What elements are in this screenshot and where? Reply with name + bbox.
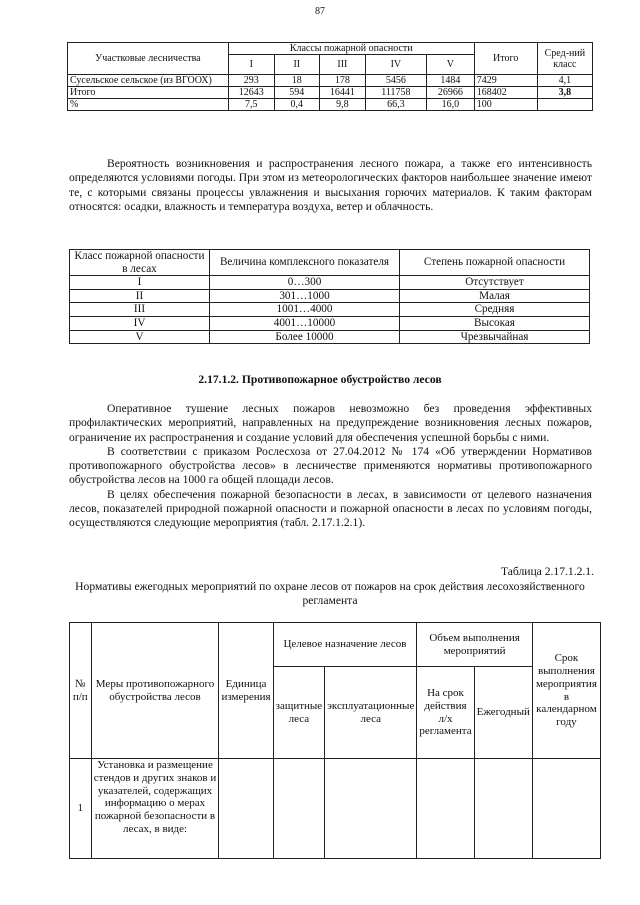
- table-number: Таблица 2.17.1.2.1.: [500, 565, 594, 578]
- cell-total: 7429: [474, 75, 537, 87]
- cell-degree: Отсутствует: [400, 276, 590, 290]
- cell-avg: 3,8: [537, 87, 592, 99]
- row-number: 1: [70, 759, 92, 859]
- col-header: Степень пожарной опасности: [400, 250, 590, 276]
- col-total-header: Итого: [474, 43, 537, 75]
- paragraph-text: В соответствии с приказом Рослесхоза от 27.04.2012 № 174 «Об утверждении Нормативов противопожарного обустройства лесов» в лесничестве применяются нормативы противопожарного обустройства лесов на 1000 га общей площади лесов.: [69, 444, 592, 487]
- cell-class: IV: [70, 316, 210, 330]
- cell-value: 26966: [426, 87, 474, 99]
- table-title: Нормативы ежегодных мероприятий по охране лесов от пожаров на срок действия лесохозяйственного регламента: [75, 580, 585, 608]
- cell-total: 100: [474, 99, 537, 111]
- fire-class-distribution-table: [67, 42, 593, 111]
- col-avg-header: Сред-ний класс: [537, 43, 592, 75]
- empty-cell: [532, 759, 600, 859]
- cell-value: 16441: [319, 87, 365, 99]
- col-exploitation-header: эксплуатационные леса: [325, 667, 417, 759]
- row-name: %: [68, 99, 229, 111]
- cell-class: II: [70, 289, 210, 303]
- fire-danger-scale-table: [69, 249, 590, 344]
- cell-value: 1484: [426, 75, 474, 87]
- table-row: [70, 303, 590, 317]
- cell-value: 5456: [365, 75, 426, 87]
- cell-value: 178: [319, 75, 365, 87]
- cell-value: 9,8: [319, 99, 365, 111]
- cell-index: 0…300: [210, 276, 400, 290]
- page-number: 87: [315, 6, 325, 17]
- col-unit-header: Единица измерения: [219, 623, 273, 759]
- col-deadline-header: Срок выполнения мероприятия в календарном году: [532, 623, 600, 759]
- col-forestry-header: Участковые лесничества: [68, 43, 229, 75]
- cell-value: 111758: [365, 87, 426, 99]
- cell-value: 594: [274, 87, 319, 99]
- cell-value: 7,5: [228, 99, 274, 111]
- table-row: [70, 330, 590, 344]
- cell-value: 66,3: [365, 99, 426, 111]
- table-row: [70, 289, 590, 303]
- paragraph-text: Вероятность возникновения и распространения лесного пожара, а также его интенсивность определяются условиями погоды. При этом из метеорологических факторов наибольшее значение имеют те, с которыми связаны процессы увлажнения и высыхания горючих материалов. К таким факторам относятся: осадки, влажность и температура воздуха, ветер и облачность.: [69, 157, 592, 213]
- cell-total: 168402: [474, 87, 537, 99]
- cell-class: III: [70, 303, 210, 317]
- row-name: Итого: [68, 87, 229, 99]
- class-header: II: [274, 55, 319, 75]
- row-name: Сусельское сельское (из ВГООХ): [68, 75, 229, 87]
- empty-cell: [474, 759, 532, 859]
- cell-value: 0,4: [274, 99, 319, 111]
- table-row: [70, 276, 590, 290]
- cell-value: 16,0: [426, 99, 474, 111]
- cell-index: 4001…10000: [210, 316, 400, 330]
- section-heading: 2.17.1.2. Противопожарное обустройство лесов: [198, 373, 442, 386]
- cell-degree: Малая: [400, 289, 590, 303]
- empty-cell: [219, 759, 273, 859]
- row-measure-text: Установка и размещение стендов и других знаков и указателей, содержащих информацию о мерах пожарной безопасности в лесах, в виде:: [91, 759, 219, 859]
- paragraph-text: В целях обеспечения пожарной безопасности в лесах, в зависимости от целевого назначения лесов, показателей природной пожарной опасности и пожарной опасности в лесах по условиям погоды, осуществляются следующие мероприятия (табл. 2.17.1.2.1).: [69, 487, 592, 530]
- col-measures-header: Меры противопожарного обустройства лесов: [91, 623, 219, 759]
- paragraph-text: Оперативное тушение лесных пожаров невозможно без проведения эффективных профилактических мероприятий, направленных на предупреждение возникновения лесных пожаров, ограничение их распространения и создание условий для обеспечения успешной борьбы с ними.: [69, 402, 592, 444]
- col-volume-header: Объем выполнения мероприятий: [417, 623, 533, 667]
- class-header: V: [426, 55, 474, 75]
- col-protective-header: защитные леса: [273, 667, 325, 759]
- class-header: I: [228, 55, 274, 75]
- col-annual-header: Ежегодный: [474, 667, 532, 759]
- col-classes-header: Классы пожарной опасности: [228, 43, 474, 55]
- fire-protection-measures-table: [69, 622, 601, 859]
- cell-avg: 4,1: [537, 75, 592, 87]
- table-row: [68, 75, 593, 87]
- class-header: IV: [365, 55, 426, 75]
- class-header: III: [319, 55, 365, 75]
- empty-cell: [417, 759, 474, 859]
- col-num-header: № п/п: [70, 623, 92, 759]
- cell-avg: [537, 99, 592, 111]
- empty-cell: [325, 759, 417, 859]
- cell-index: 1001…4000: [210, 303, 400, 317]
- cell-value: 293: [228, 75, 274, 87]
- weather-paragraph: [69, 157, 592, 214]
- cell-degree: Чрезвычайная: [400, 330, 590, 344]
- col-purpose-header: Целевое назначение лесов: [273, 623, 417, 667]
- table-row: [70, 759, 601, 859]
- cell-value: 18: [274, 75, 319, 87]
- cell-degree: Средняя: [400, 303, 590, 317]
- fire-prevention-paragraphs: [69, 402, 592, 531]
- cell-index: Более 10000: [210, 330, 400, 344]
- cell-value: 12643: [228, 87, 274, 99]
- cell-class: I: [70, 276, 210, 290]
- table-row: [68, 99, 593, 111]
- col-header: Класс пожарной опасности в лесах: [70, 250, 210, 276]
- table-row: [68, 87, 593, 99]
- empty-cell: [273, 759, 325, 859]
- col-per-term-header: На срок действия л/х регламента: [417, 667, 474, 759]
- cell-index: 301…1000: [210, 289, 400, 303]
- cell-class: V: [70, 330, 210, 344]
- table-row: [70, 316, 590, 330]
- cell-degree: Высокая: [400, 316, 590, 330]
- col-header: Величина комплексного показателя: [210, 250, 400, 276]
